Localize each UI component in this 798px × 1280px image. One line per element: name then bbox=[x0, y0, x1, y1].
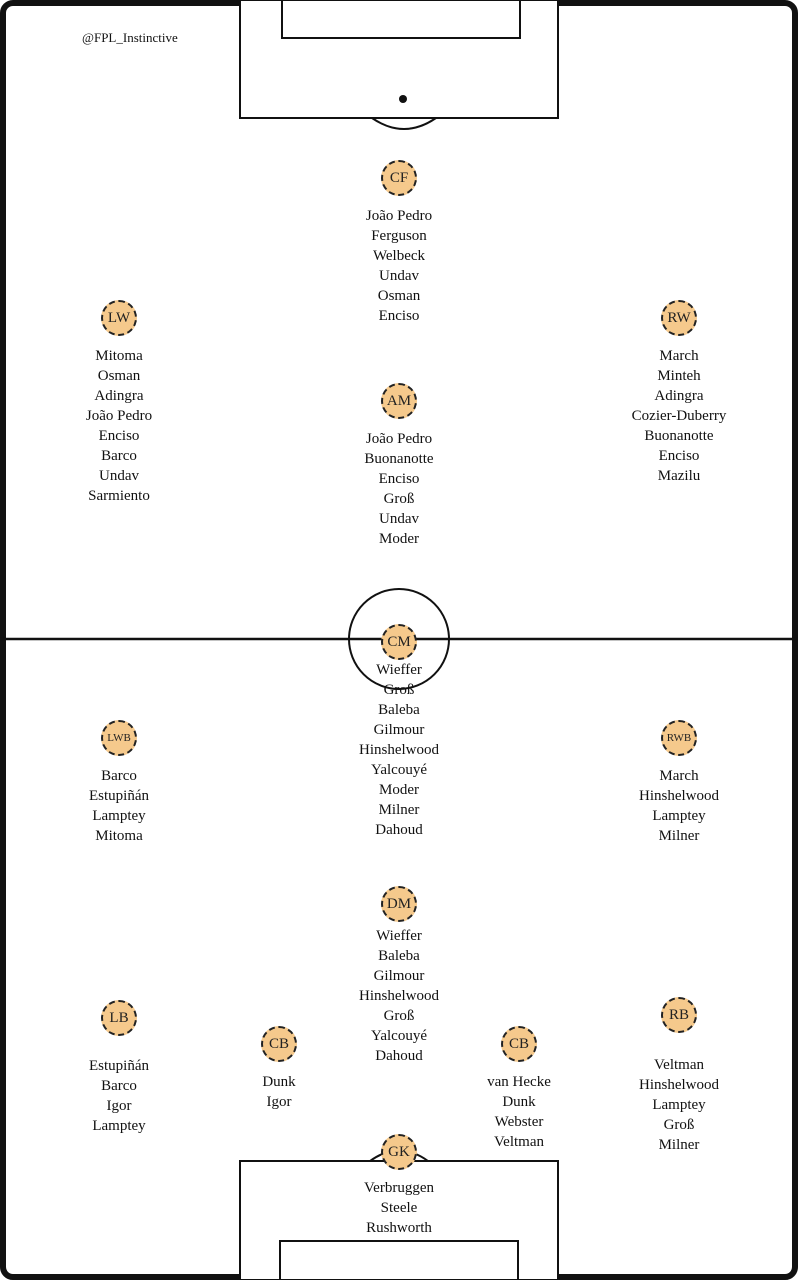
position-badge-left-cb: CB bbox=[261, 1026, 297, 1062]
player-name: João Pedro bbox=[365, 431, 433, 447]
player-name: Hinshelwood bbox=[359, 988, 439, 1004]
player-name: João Pedro bbox=[365, 208, 433, 224]
player-name: Moder bbox=[379, 782, 419, 798]
player-name: Hinshelwood bbox=[639, 1077, 719, 1093]
position-badge-cf: CF bbox=[381, 160, 417, 196]
player-name: Mitoma bbox=[95, 348, 143, 364]
position-rw bbox=[589, 300, 769, 486]
player-name: Veltman bbox=[654, 1057, 704, 1073]
player-name: Igor bbox=[266, 1094, 292, 1110]
top-penalty-spot bbox=[399, 95, 407, 103]
position-badge-dm: DM bbox=[381, 886, 417, 922]
player-name: Dunk bbox=[262, 1074, 296, 1090]
position-gk bbox=[309, 1134, 489, 1238]
position-badge-cm: CM bbox=[381, 624, 417, 660]
player-name: Yalcouyé bbox=[371, 762, 427, 778]
player-name: March bbox=[659, 768, 699, 784]
player-name: Lamptey bbox=[652, 808, 706, 824]
position-badge-rwb: RWB bbox=[661, 720, 697, 756]
player-name: Groß bbox=[383, 491, 415, 507]
player-name: Groß bbox=[663, 1117, 695, 1133]
player-name: Lamptey bbox=[92, 808, 146, 824]
player-name: Barco bbox=[101, 448, 137, 464]
player-name: Hinshelwood bbox=[359, 742, 439, 758]
player-name: Wieffer bbox=[376, 662, 422, 678]
player-list-cf bbox=[309, 206, 489, 326]
player-list-rwb bbox=[589, 766, 769, 846]
player-name: Adingra bbox=[654, 388, 704, 404]
position-rwb bbox=[589, 720, 769, 846]
position-lb bbox=[29, 1000, 209, 1136]
position-am bbox=[309, 383, 489, 549]
position-lw bbox=[29, 300, 209, 506]
bottom-goal-box bbox=[280, 1241, 518, 1280]
player-name: Estupiñán bbox=[89, 1058, 149, 1074]
player-name: Minteh bbox=[657, 368, 701, 384]
player-name: Undav bbox=[99, 468, 139, 484]
position-badge-am: AM bbox=[381, 383, 417, 419]
player-name: Dahoud bbox=[375, 822, 423, 838]
player-name: Milner bbox=[378, 802, 420, 818]
player-name: João Pedro bbox=[85, 408, 153, 424]
player-name: Verbruggen bbox=[364, 1180, 434, 1196]
player-name: Milner bbox=[658, 1137, 700, 1153]
player-name: Mazilu bbox=[657, 468, 701, 484]
player-name: Veltman bbox=[494, 1134, 544, 1150]
player-name: Yalcouyé bbox=[371, 1028, 427, 1044]
player-name: Ferguson bbox=[371, 228, 427, 244]
player-name: Lamptey bbox=[92, 1118, 146, 1134]
player-name: Cozier-Duberry bbox=[631, 408, 727, 424]
player-name: Igor bbox=[106, 1098, 132, 1114]
top-goal-box bbox=[282, 0, 520, 38]
position-lwb bbox=[29, 720, 209, 846]
position-badge-rb: RB bbox=[661, 997, 697, 1033]
player-name: Groß bbox=[383, 682, 415, 698]
credit-handle: @FPL_Instinctive bbox=[82, 30, 178, 45]
player-name: Estupiñán bbox=[89, 788, 149, 804]
player-name: Enciso bbox=[378, 308, 420, 324]
player-list-rw bbox=[589, 346, 769, 486]
player-name: Dahoud bbox=[375, 1048, 423, 1064]
player-name: Gilmour bbox=[373, 722, 425, 738]
position-badge-lw: LW bbox=[101, 300, 137, 336]
player-list-lw bbox=[29, 346, 209, 506]
player-name: Buonanotte bbox=[364, 451, 434, 467]
position-cf bbox=[309, 160, 489, 326]
player-name: Wieffer bbox=[376, 928, 422, 944]
player-name: Lamptey bbox=[652, 1097, 706, 1113]
position-cm bbox=[309, 624, 489, 840]
position-badge-right-cb: CB bbox=[501, 1026, 537, 1062]
player-list-left-cb bbox=[189, 1072, 369, 1112]
player-name: Barco bbox=[101, 1078, 137, 1094]
player-name: Welbeck bbox=[372, 248, 426, 264]
player-list-lwb bbox=[29, 766, 209, 846]
player-name: Moder bbox=[379, 531, 419, 547]
player-name: Enciso bbox=[378, 471, 420, 487]
player-name: Barco bbox=[101, 768, 137, 784]
player-list-rb bbox=[589, 1055, 769, 1155]
player-name: Enciso bbox=[658, 448, 700, 464]
position-badge-lwb: LWB bbox=[101, 720, 137, 756]
position-badge-rw: RW bbox=[661, 300, 697, 336]
player-name: Baleba bbox=[378, 702, 420, 718]
player-name: Undav bbox=[379, 268, 419, 284]
player-list-lb bbox=[29, 1056, 209, 1136]
player-name: Baleba bbox=[378, 948, 420, 964]
player-name: Gilmour bbox=[373, 968, 425, 984]
player-name: Hinshelwood bbox=[639, 788, 719, 804]
player-name: van Hecke bbox=[487, 1074, 551, 1090]
player-name: March bbox=[659, 348, 699, 364]
player-name: Steele bbox=[380, 1200, 418, 1216]
player-name: Adingra bbox=[94, 388, 144, 404]
position-badge-gk: GK bbox=[381, 1134, 417, 1170]
player-name: Undav bbox=[379, 511, 419, 527]
player-name: Dunk bbox=[502, 1094, 536, 1110]
player-name: Osman bbox=[97, 368, 141, 384]
position-rb bbox=[589, 997, 769, 1155]
player-name: Webster bbox=[494, 1114, 544, 1130]
player-name: Mitoma bbox=[95, 828, 143, 844]
player-name: Sarmiento bbox=[88, 488, 150, 504]
player-list-gk bbox=[309, 1178, 489, 1238]
player-name: Groß bbox=[383, 1008, 415, 1024]
player-name: Buonanotte bbox=[644, 428, 714, 444]
player-name: Enciso bbox=[98, 428, 140, 444]
player-list-am bbox=[309, 429, 489, 549]
player-name: Milner bbox=[658, 828, 700, 844]
player-name: Osman bbox=[377, 288, 421, 304]
player-list-cm bbox=[309, 660, 489, 840]
position-badge-lb: LB bbox=[101, 1000, 137, 1036]
position-left-cb bbox=[189, 1026, 369, 1112]
player-name: Rushworth bbox=[366, 1220, 432, 1236]
